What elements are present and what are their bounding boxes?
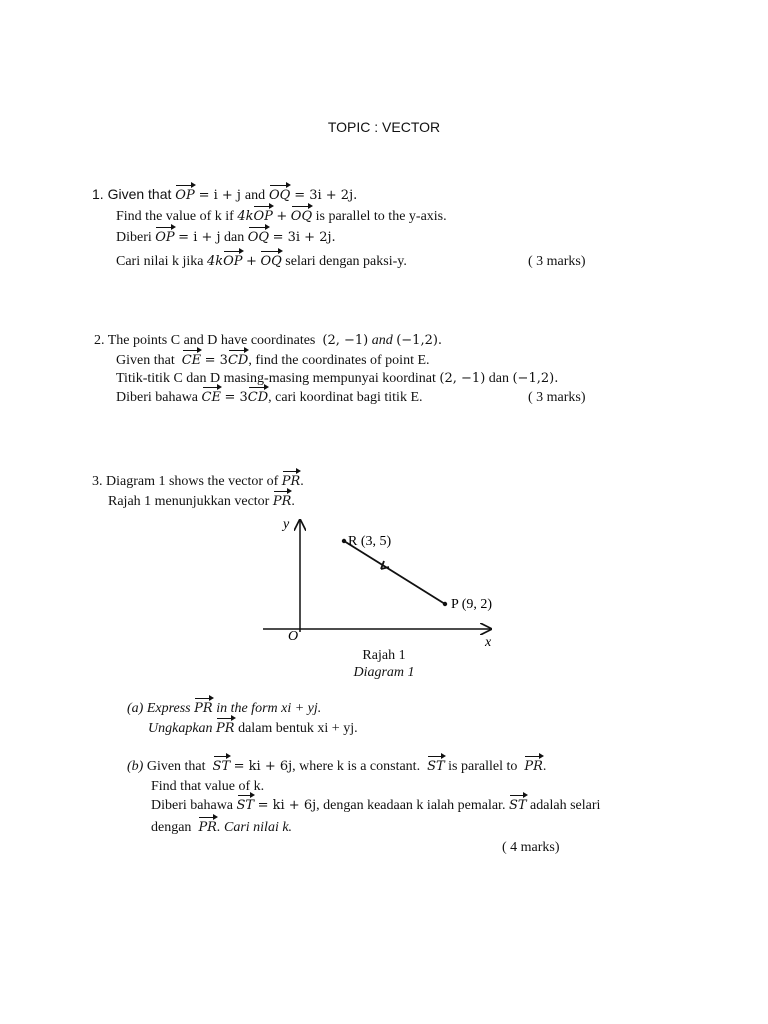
- vec-st-4: ST: [508, 798, 527, 813]
- q2-line4: [116, 390, 423, 406]
- q3a-malay2: dalam bentuk xi + yj.: [238, 721, 358, 736]
- q2-line1: [94, 333, 442, 349]
- point-p-label: P (9, 2): [451, 597, 493, 612]
- vec-op: OP: [175, 188, 195, 203]
- q1-4k: 4k: [237, 209, 254, 224]
- vec-oq-3: OQ: [247, 230, 270, 245]
- vector-arrowhead: [381, 561, 389, 569]
- q1-dan: dan: [224, 230, 245, 245]
- q1-op-expr-2: = i + j: [178, 230, 221, 245]
- q1-oq-expr-2: = 3i + 2j.: [272, 230, 336, 245]
- vec-oq-2: OQ: [290, 209, 313, 224]
- q2-coord-c-2: (2, −1): [439, 371, 486, 386]
- vec-op-4: OP: [223, 254, 243, 269]
- q2-line1-text: The points C and D have coordinates: [107, 333, 316, 348]
- q3-number: 3.: [92, 474, 103, 489]
- q2-coord-c: (2, −1): [322, 333, 369, 348]
- q1-line4: [116, 254, 407, 270]
- vector-pr-line: [344, 541, 445, 604]
- vec-st-2: ST: [427, 759, 445, 774]
- q2-coord-d-2: (−1,2).: [512, 371, 559, 386]
- q3-marks: ( 4 marks): [502, 840, 560, 855]
- q3b-label: (b): [127, 759, 144, 774]
- page-title: TOPIC : VECTOR: [327, 119, 441, 135]
- q2-titik: Titik-titik C dan D masing-masing mempunyai koordinat: [116, 371, 436, 386]
- point-p: [443, 602, 447, 606]
- q3b-line1: (b) Given that ST = ki + 6j, where k is a constant. ST is parallel to PR.: [127, 759, 547, 774]
- q1-plus-2: +: [246, 254, 257, 269]
- q3b-expr: = ki + 6j: [233, 759, 293, 774]
- q3b-dengan2: dengan: [151, 820, 192, 835]
- q3a-line2: [148, 721, 358, 737]
- q3b-line3: [151, 798, 600, 814]
- q2-number: 2.: [94, 333, 105, 348]
- q3b-line4: [151, 820, 292, 836]
- q3b-diberi: Diberi bahawa: [151, 798, 234, 813]
- q3a-label: (a): [127, 701, 144, 716]
- q3a-text2: in the form xi + yj.: [216, 701, 322, 716]
- vec-pr-6: PR: [198, 820, 217, 835]
- point-r-label: R (3, 5): [348, 534, 392, 549]
- vec-cd: CD: [227, 353, 249, 368]
- q1-parallel: is parallel to the y-axis.: [315, 209, 447, 224]
- q2-dan: dan: [488, 371, 509, 386]
- q2-eq3: = 3: [204, 353, 228, 368]
- vec-pr-3: PR: [194, 701, 213, 716]
- vec-st: ST: [212, 759, 231, 774]
- q1-marks: ( 3 marks): [528, 254, 586, 269]
- q3b-dengan: , dengan keadaan k ialah pemalar.: [316, 798, 506, 813]
- q1-diberi: Diberi: [116, 230, 152, 245]
- vec-cd-2: CD: [247, 390, 269, 405]
- vec-ce-2: CE: [201, 390, 221, 405]
- q1-oq-expr: = 3i + 2j.: [294, 188, 358, 203]
- q3b-find: Find that value of k.: [151, 779, 265, 794]
- vec-op-3: OP: [155, 230, 175, 245]
- q2-eq3-2: = 3: [224, 390, 248, 405]
- vec-oq-4: OQ: [260, 254, 282, 269]
- q2-marks: ( 3 marks): [528, 390, 586, 405]
- q2-line3: [116, 371, 558, 387]
- q2-and: and: [371, 333, 393, 348]
- q1-selari: selari dengan paksi-y.: [285, 254, 407, 269]
- q1-and: and: [244, 188, 266, 203]
- q1-plus: +: [276, 209, 288, 224]
- q1-op-expr: = i + j: [198, 188, 241, 203]
- vec-st-3: ST: [236, 798, 255, 813]
- vec-pr-2: PR: [272, 494, 292, 509]
- q3-line1: 3. Diagram 1 shows the vector of PR.: [92, 474, 304, 489]
- vec-ce: CE: [181, 353, 202, 368]
- vec-pr: PR: [281, 474, 301, 489]
- q3-line1-text: Diagram 1 shows the vector of: [106, 474, 279, 489]
- q2-given: Given that: [116, 353, 175, 368]
- vec-pr-4: PR: [216, 721, 235, 736]
- vec-op-2: OP: [253, 209, 273, 224]
- q1-find: Find the value of k if: [116, 209, 234, 224]
- q3b-cari: . Cari nilai k.: [216, 820, 293, 835]
- q1-cari: Cari nilai k jika: [116, 254, 204, 269]
- q3b-adalah: adalah selari: [530, 798, 601, 813]
- q3a-text1: Express: [146, 701, 191, 716]
- q3a-line1: [127, 701, 321, 717]
- q1-number: 1.: [92, 186, 104, 202]
- q2-cari: , cari koordinat bagi titik E.: [268, 390, 423, 405]
- q1-given: Given that: [107, 186, 172, 202]
- q2-coord-d: (−1,2).: [396, 333, 443, 348]
- x-axis-label: x: [485, 635, 492, 650]
- q3b-where: , where k is a constant.: [292, 759, 421, 774]
- q1-line3: [116, 230, 336, 246]
- q1-4k-2: 4k: [206, 254, 224, 269]
- point-r: [342, 539, 346, 543]
- diagram-caption-english: Diagram 1: [353, 665, 415, 680]
- q3b-given: Given that: [146, 759, 206, 774]
- y-axis-label: y: [283, 517, 290, 532]
- vector-diagram: [255, 512, 505, 652]
- q1-line2: [116, 209, 447, 225]
- q1-line1: [92, 186, 357, 204]
- q3-line2: Rajah 1 menunjukkan vector PR.: [108, 494, 295, 509]
- q2-find: , find the coordinates of point E.: [248, 353, 430, 368]
- diagram-caption-malay: Rajah 1: [362, 648, 406, 663]
- q2-line2: [116, 353, 430, 369]
- q3-line2-text: Rajah 1 menunjukkan vector: [108, 494, 270, 509]
- vec-oq: OQ: [268, 188, 291, 203]
- q2-diberi: Diberi bahawa: [116, 390, 199, 405]
- vec-pr-5: PR: [524, 759, 543, 774]
- q3a-malay1: Ungkapkan: [148, 721, 213, 736]
- q3b-expr-2: = ki + 6j: [257, 798, 317, 813]
- q3b-parallel: is parallel to: [448, 759, 518, 774]
- origin-label: O: [288, 629, 299, 644]
